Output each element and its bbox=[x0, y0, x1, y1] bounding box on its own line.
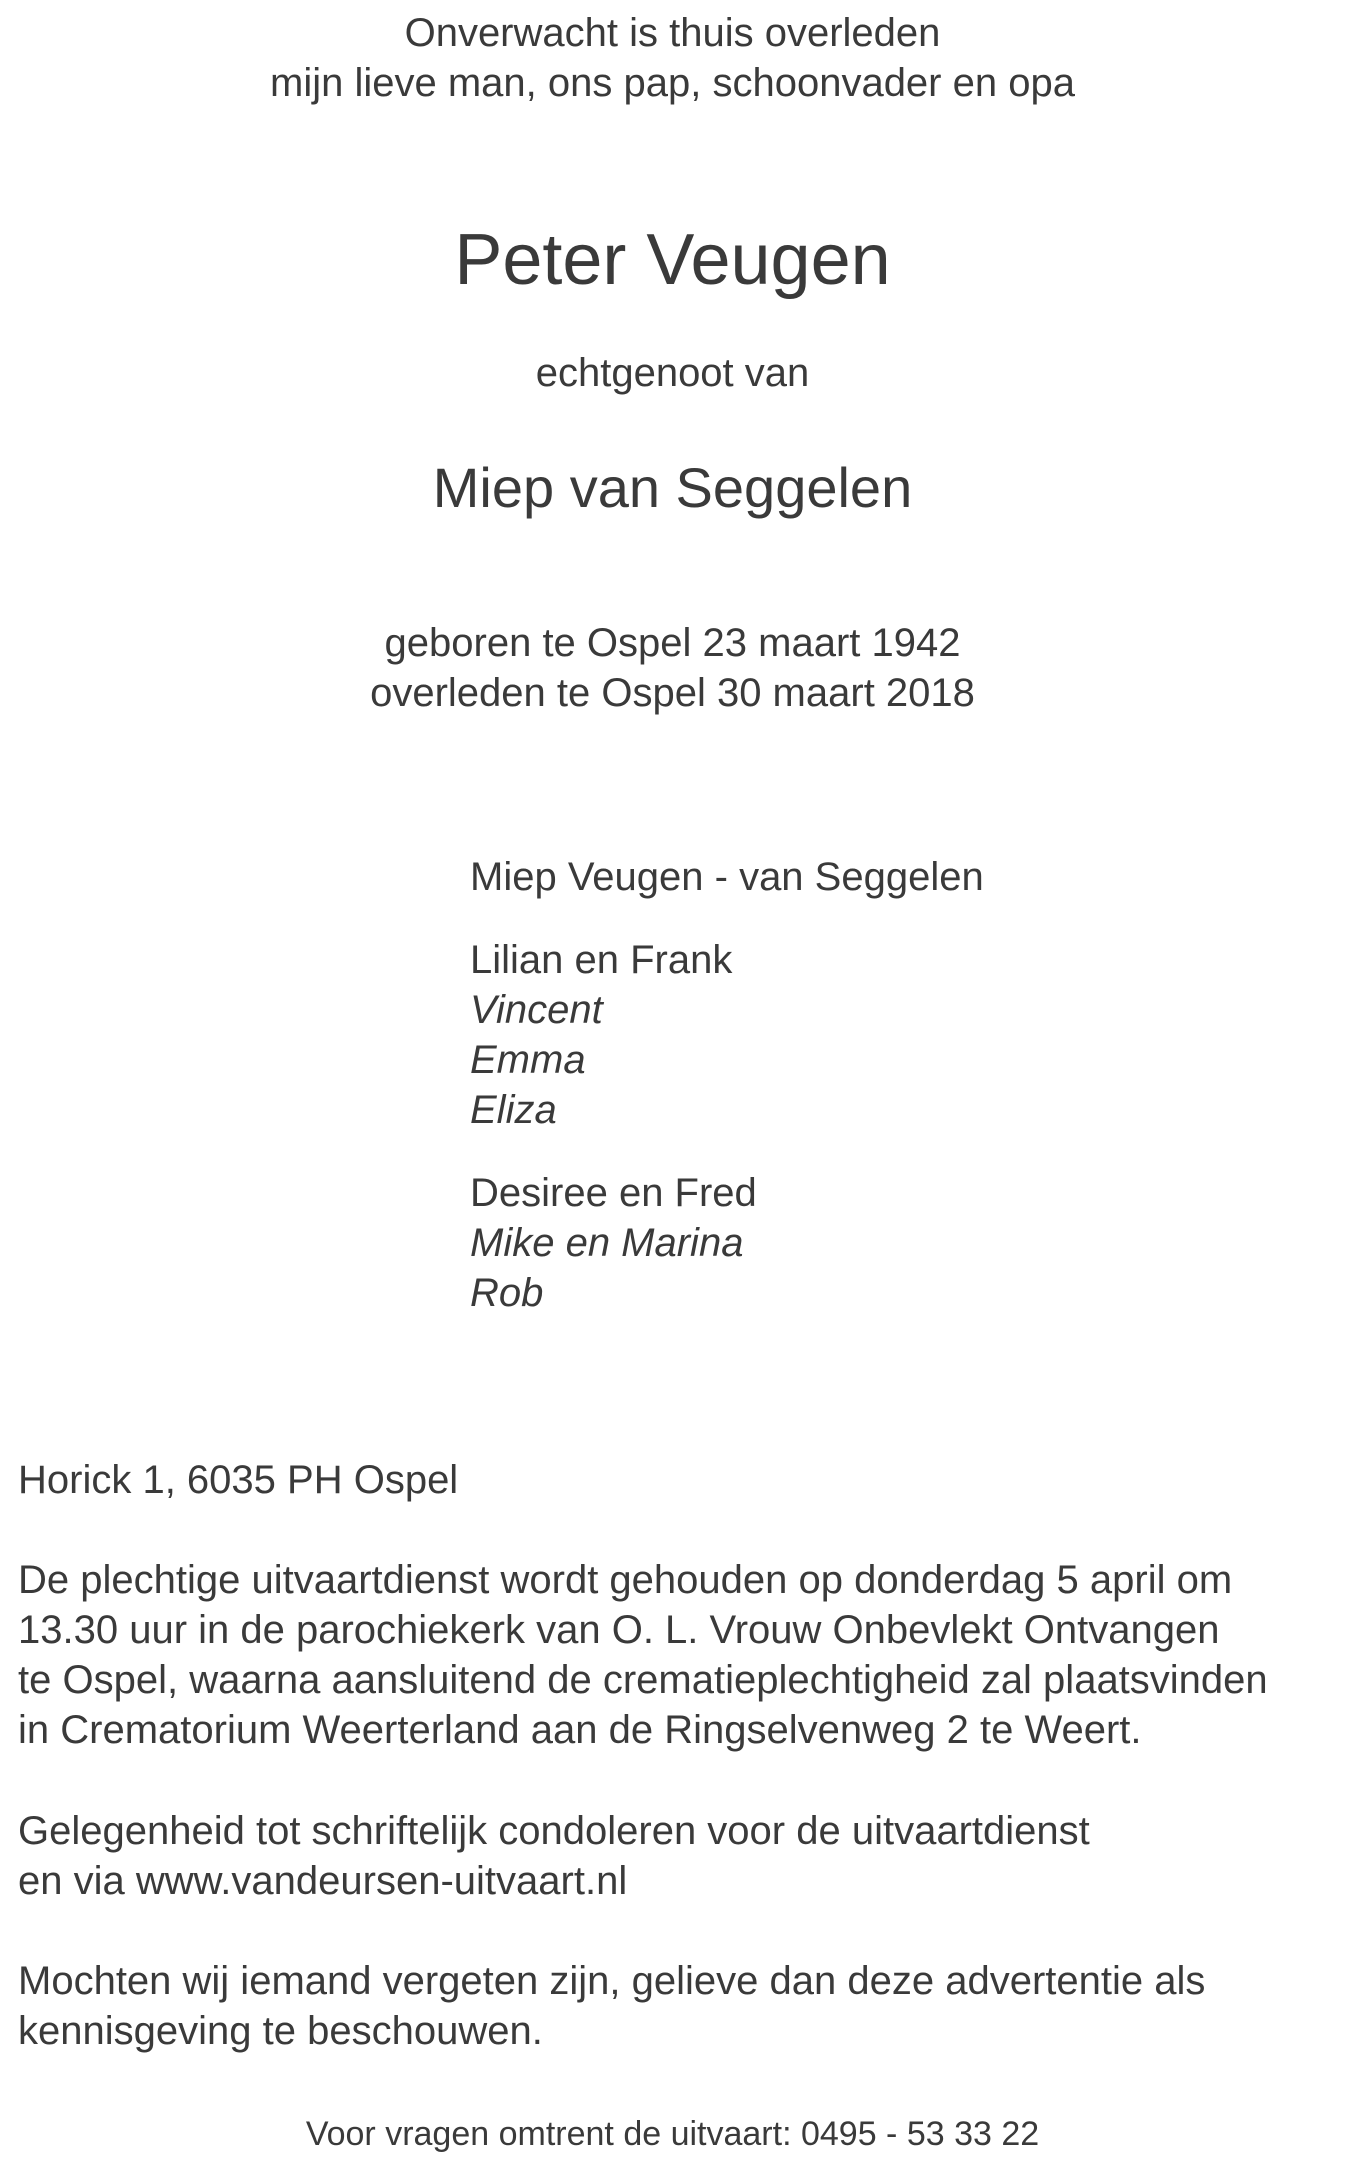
family-group bbox=[470, 935, 984, 1135]
family-parents: Lilian en Frank bbox=[470, 938, 733, 982]
birth-date: geboren te Ospel 23 maart 1942 bbox=[384, 621, 961, 665]
deceased-name: Peter Veugen bbox=[454, 220, 891, 300]
spouse-label: echtgenoot van bbox=[535, 351, 810, 395]
family-widow: Miep Veugen - van Seggelen bbox=[470, 855, 984, 899]
family-parents: Desiree en Fred bbox=[470, 1171, 757, 1215]
condolence-line: en via www.vandeursen-uitvaart.nl bbox=[18, 1859, 628, 1903]
service-line: 13.30 uur in de parochiekerk van O. L. Vrouw Onbevlekt Ontvangen bbox=[18, 1608, 1220, 1652]
intro-line-2: mijn lieve man, ons pap, schoonvader en opa bbox=[270, 61, 1075, 105]
service-line: te Ospel, waarna aansluitend de crematieplechtigheid zal plaatsvinden bbox=[18, 1658, 1268, 1702]
intro-text bbox=[0, 8, 1345, 108]
home-address: Horick 1, 6035 PH Ospel bbox=[18, 1458, 459, 1502]
life-dates bbox=[0, 618, 1345, 718]
family-group bbox=[470, 1168, 984, 1318]
death-date: overleden te Ospel 30 maart 2018 bbox=[370, 671, 975, 715]
notice-line: kennisgeving te beschouwen. bbox=[18, 2009, 543, 2053]
notice-text bbox=[18, 1956, 1328, 2056]
condolence-info bbox=[18, 1806, 1328, 1906]
spouse-name: Miep van Seggelen bbox=[432, 456, 913, 519]
service-line: De plechtige uitvaartdienst wordt gehouden op donderdag 5 april om bbox=[18, 1558, 1233, 1602]
footer-contact: Voor vragen omtrent de uitvaart: 0495 - 53 33 22 bbox=[305, 2115, 1040, 2153]
service-line: in Crematorium Weerterland aan de Ringselvenweg 2 te Weert. bbox=[18, 1708, 1142, 1752]
notice-line: Mochten wij iemand vergeten zijn, gelieve dan deze advertentie als bbox=[18, 1959, 1206, 2003]
family-widow-group bbox=[470, 852, 984, 902]
family-grandchild: Vincent bbox=[470, 988, 603, 1032]
family-list bbox=[470, 852, 984, 1351]
service-info bbox=[18, 1555, 1328, 1755]
intro-line-1: Onverwacht is thuis overleden bbox=[404, 11, 941, 55]
family-grandchild: Eliza bbox=[470, 1088, 557, 1132]
condolence-line: Gelegenheid tot schriftelijk condoleren voor de uitvaartdienst bbox=[18, 1809, 1090, 1853]
family-grandchild: Emma bbox=[470, 1038, 586, 1082]
family-grandchild: Rob bbox=[470, 1271, 544, 1315]
family-grandchild: Mike en Marina bbox=[470, 1221, 744, 1265]
